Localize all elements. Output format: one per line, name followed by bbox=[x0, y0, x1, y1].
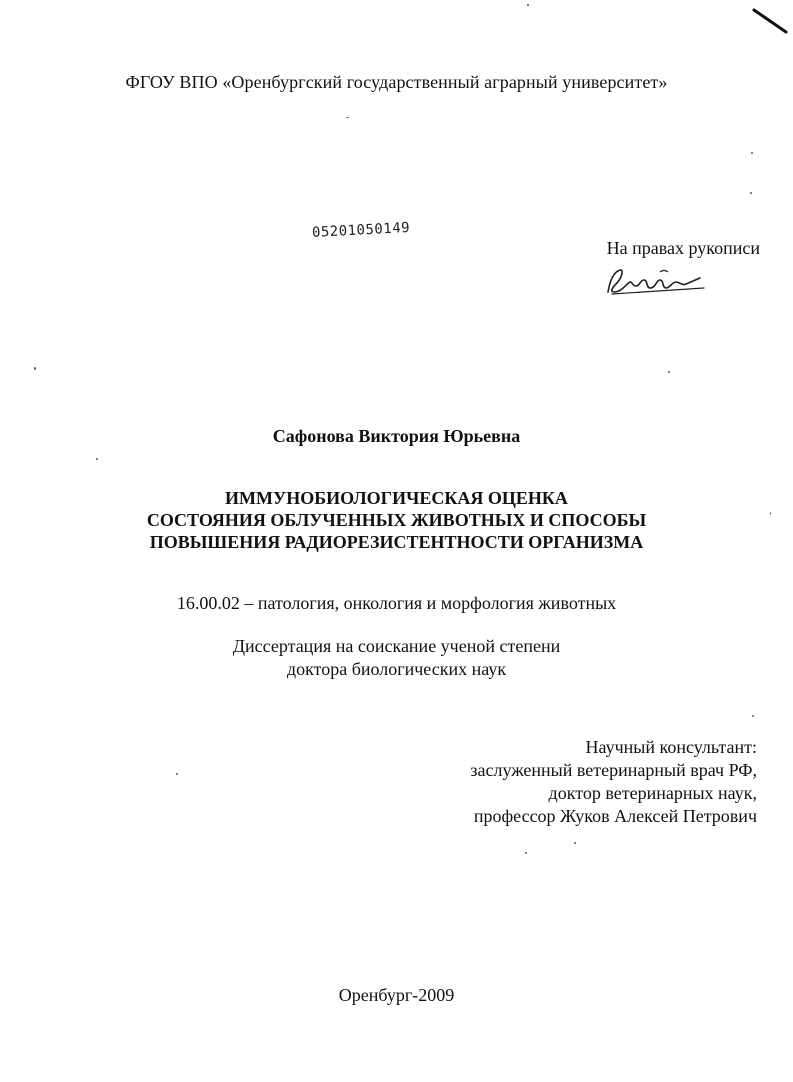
scan-speck bbox=[96, 458, 98, 460]
scan-speck bbox=[750, 192, 752, 194]
consultant-line: доктор ветеринарных наук, bbox=[548, 783, 757, 803]
scan-speck bbox=[752, 715, 754, 717]
title-line: ПОВЫШЕНИЯ РАДИОРЕЗИСТЕНТНОСТИ ОРГАНИЗМА bbox=[149, 532, 644, 552]
consultant-line: профессор Жуков Алексей Петрович bbox=[473, 806, 757, 826]
author-name: Сафонова Виктория Юрьевна bbox=[272, 426, 521, 446]
scan-speck bbox=[668, 371, 670, 373]
scan-speck bbox=[176, 773, 178, 775]
scan-corner-mark bbox=[752, 6, 788, 36]
consultant-line: заслуженный ветеринарный врач РФ, bbox=[470, 760, 757, 780]
degree-line: доктора биологических наук bbox=[286, 659, 507, 679]
title-line: ИММУНОБИОЛОГИЧЕСКАЯ ОЦЕНКА bbox=[225, 488, 568, 508]
scan-speck bbox=[34, 367, 36, 370]
scan-speck bbox=[527, 4, 529, 6]
registration-number: 05201050149 bbox=[311, 219, 411, 241]
degree-statement bbox=[0, 635, 793, 681]
scientific-consultant bbox=[470, 736, 757, 828]
title-line: СОСТОЯНИЯ ОБЛУЧЕННЫХ ЖИВОТНЫХ И СПОСОБЫ bbox=[146, 510, 647, 530]
scan-speck bbox=[346, 117, 349, 118]
scan-speck bbox=[574, 842, 576, 844]
specialty-code: 16.00.02 – патология, онкология и морфология животных bbox=[176, 593, 617, 613]
degree-line: Диссертация на соискание ученой степени bbox=[232, 636, 561, 656]
scan-speck bbox=[770, 512, 771, 515]
scan-speck bbox=[525, 852, 527, 854]
scan-speck bbox=[751, 152, 753, 154]
consultant-line: Научный консультант: bbox=[585, 737, 757, 757]
dissertation-title bbox=[0, 487, 793, 553]
institution-header: ФГОУ ВПО «Оренбургский государственный аграрный университет» bbox=[125, 72, 668, 92]
handwritten-signature bbox=[600, 262, 710, 302]
manuscript-rights-label: На правах рукописи bbox=[606, 238, 760, 258]
city-year: Оренбург-2009 bbox=[338, 985, 455, 1005]
